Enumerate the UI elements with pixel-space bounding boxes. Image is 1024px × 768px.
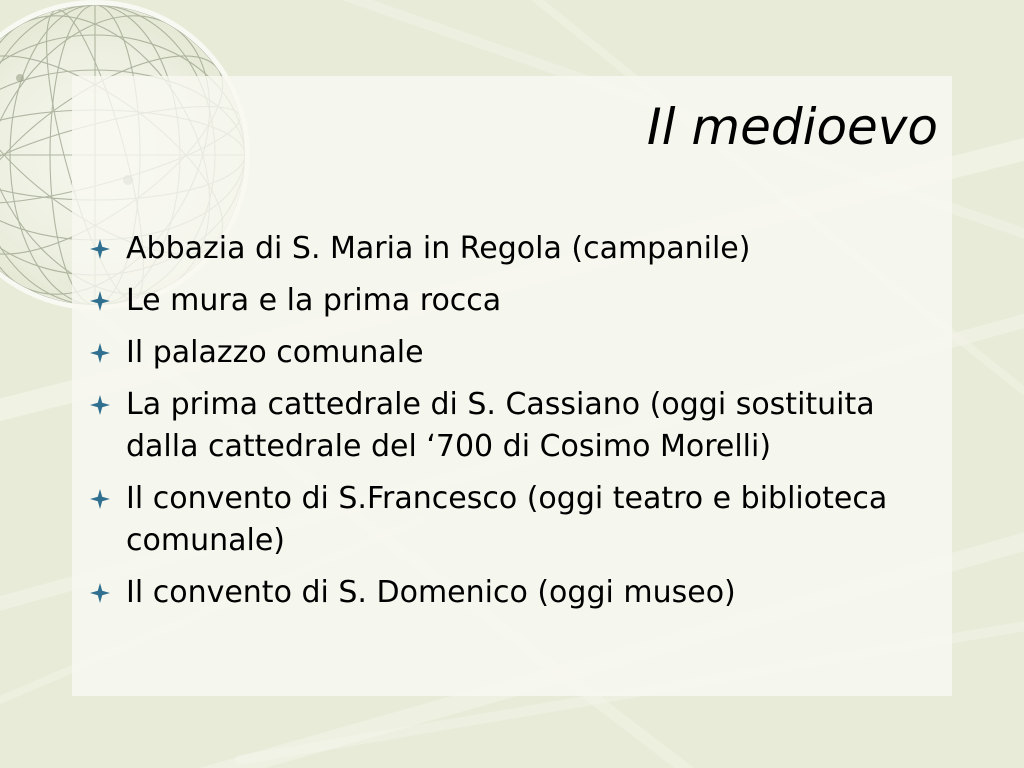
list-item [90,384,950,468]
bullet-text: Il palazzo comunale [126,335,424,370]
list-item [90,572,950,614]
bullet-text: Le mura e la prima rocca [126,283,502,318]
four-point-star-icon [90,384,126,426]
four-point-star-icon [90,478,126,520]
list-item [90,478,950,562]
four-point-star-icon [90,332,126,374]
four-point-star-icon [90,572,126,614]
list-item [90,228,950,270]
bullet-text: Il convento di S.Francesco (oggi teatro e biblioteca comunale) [126,481,888,558]
bullet-text: Il convento di S. Domenico (oggi museo) [126,575,736,610]
bullet-text: La prima cattedrale di S. Cassiano (oggi sostituita dalla cattedrale del ‘700 di Cosimo Morelli) [126,387,875,464]
bullet-text: Abbazia di S. Maria in Regola (campanile) [126,231,751,266]
four-point-star-icon [90,280,126,322]
four-point-star-icon [90,228,126,270]
bullet-list [90,228,950,624]
slide-title: Il medioevo [646,98,938,156]
list-item [90,280,950,322]
list-item [90,332,950,374]
